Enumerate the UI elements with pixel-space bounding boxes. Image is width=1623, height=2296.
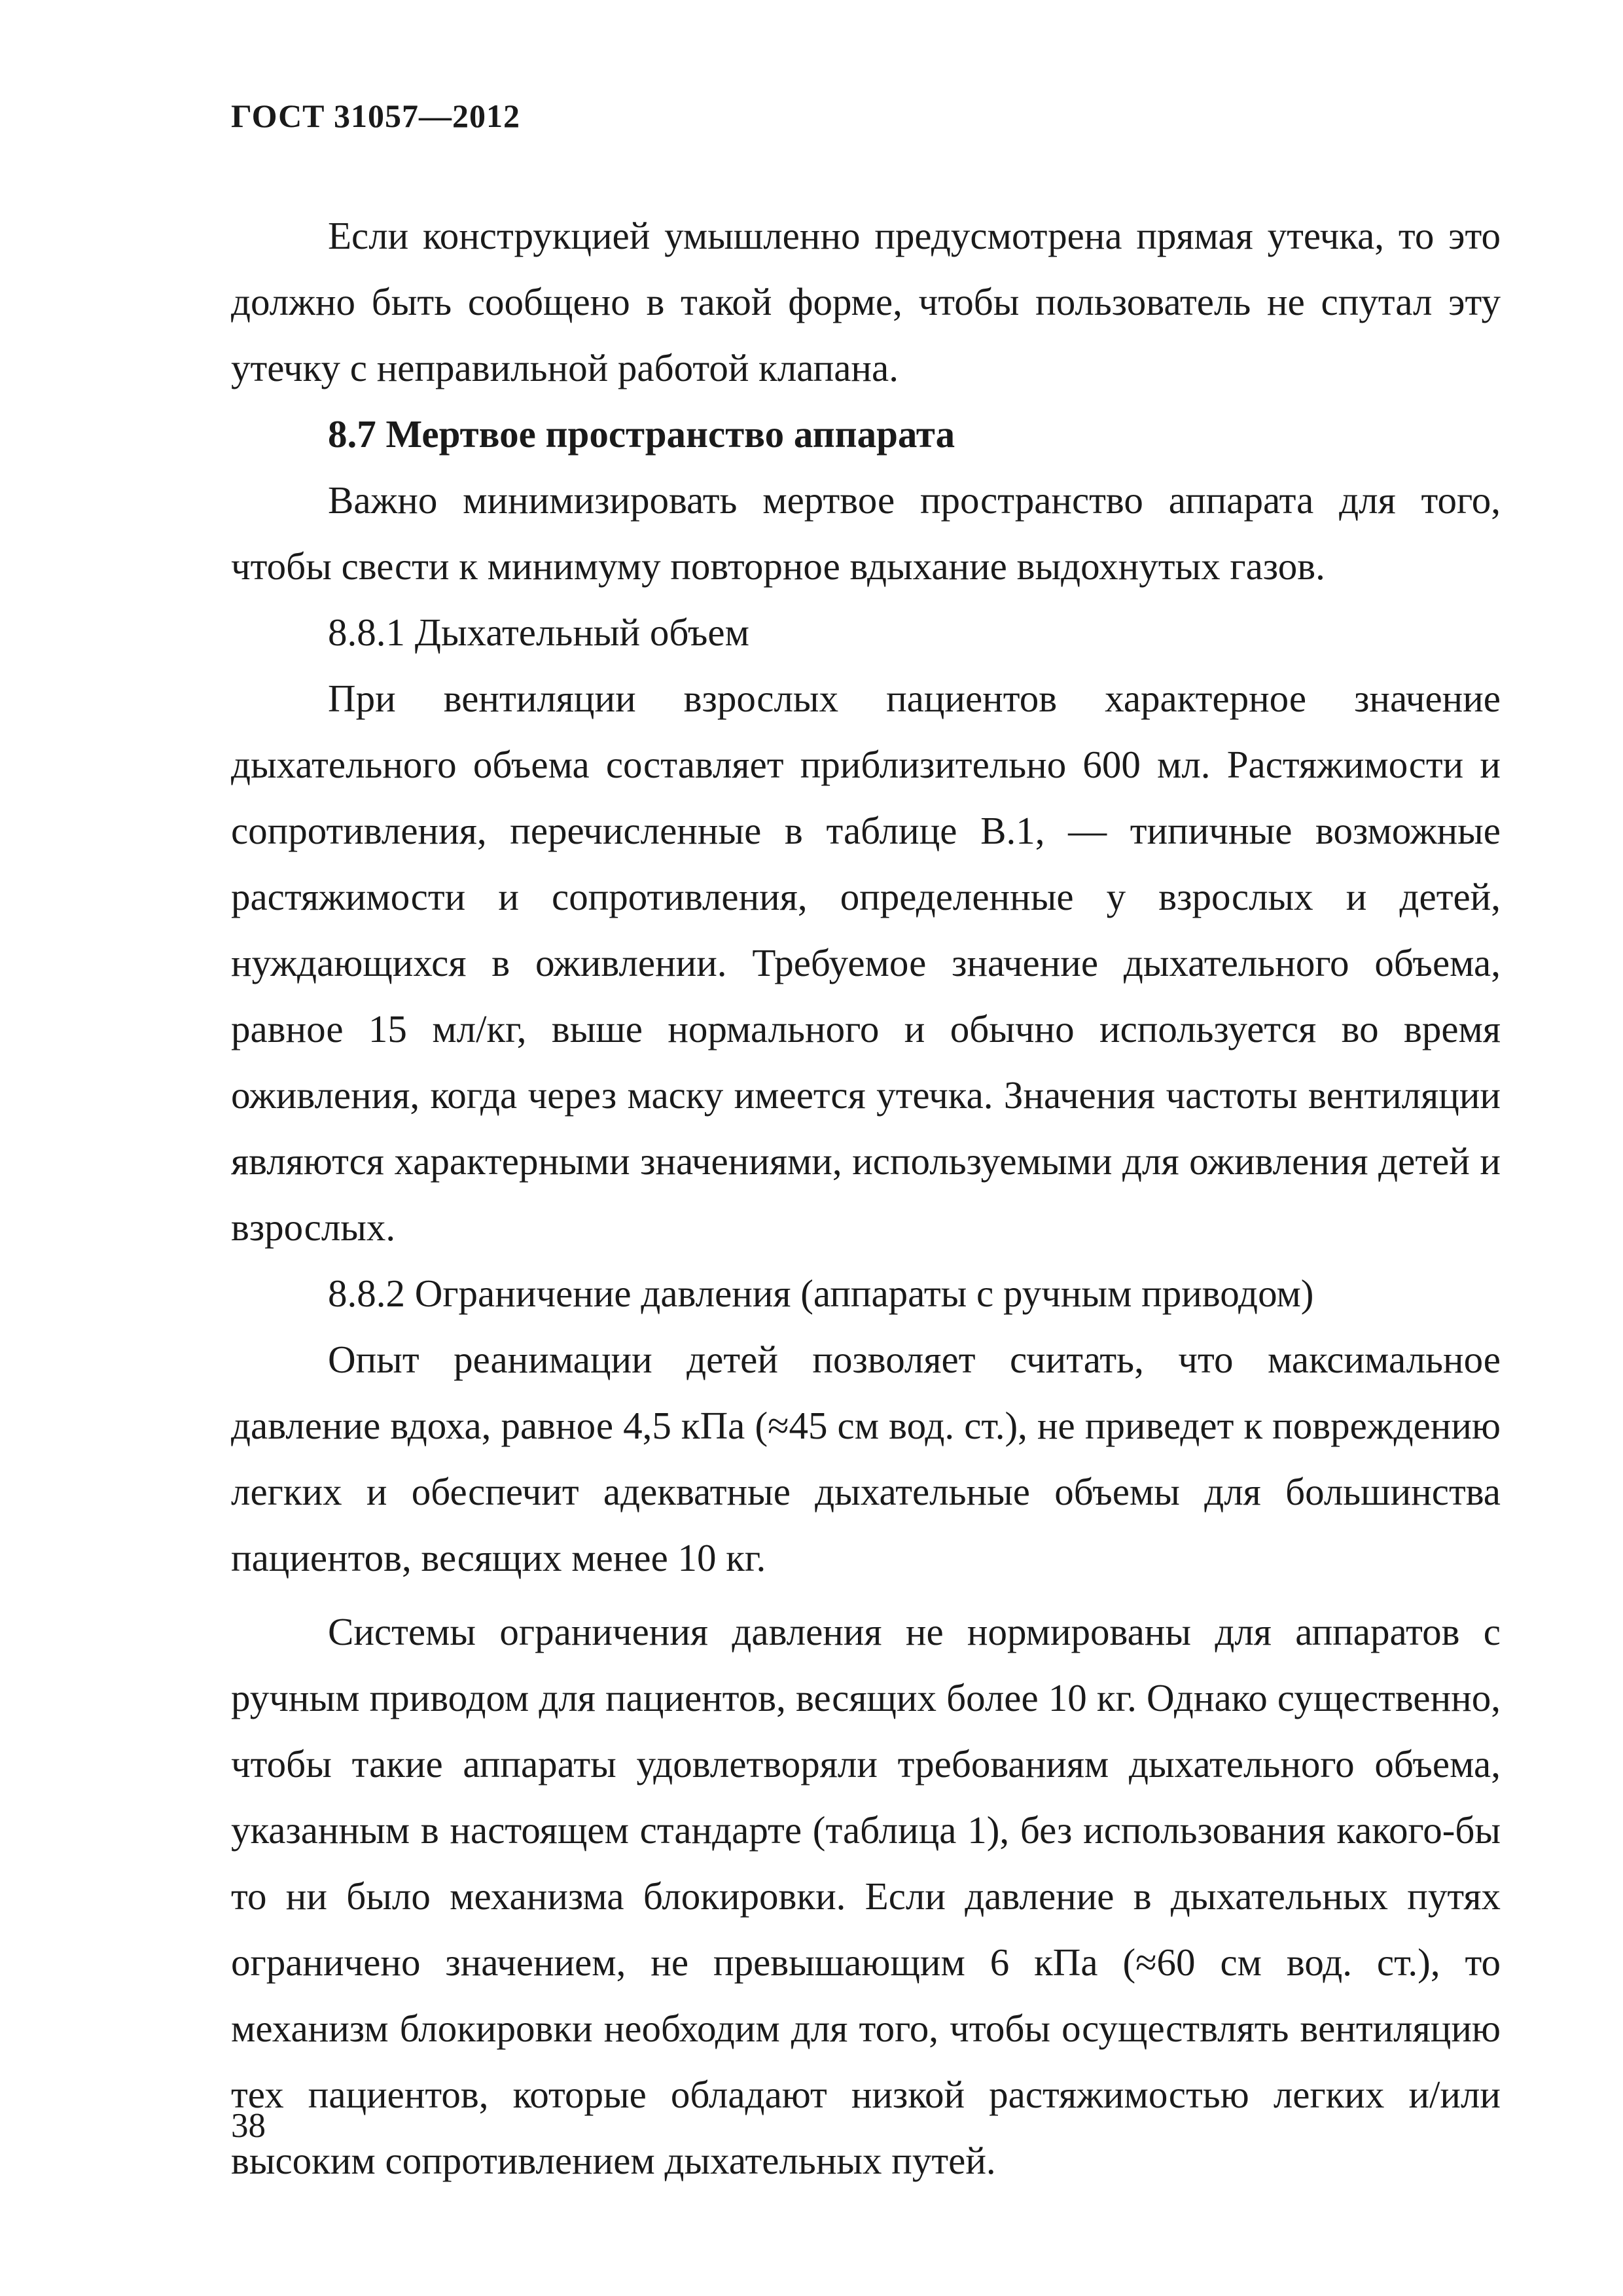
standard-header: ГОСТ 31057—2012: [231, 98, 521, 134]
subsection-heading-8-8-2: 8.8.2 Ограничение давления (аппараты с ручным приводом): [328, 1272, 1314, 1315]
paragraph-tidal-volume: При вентиляции взрослых пациентов характерное значение дыхательного объема составляет приблизительно 600 мл. Растяжимости и сопротивления, перечисленные в таблице В.1, — типичные возможные растяжимости и сопротивления, определенные у взрослых и детей, нуждающихся в оживлении. Требуемое значение дыхательного объема, равное 15 мл/кг, выше нормального и обычно используется во время оживления, когда через маску имеется утечка. Значения частоты вентиляции являются характерными значениями, используемыми для оживления детей и взрослых.: [231, 677, 1501, 1249]
paragraph-pressure-limiting: Системы ограничения давления не нормированы для аппаратов с ручным приводом для пациентов, весящих более 10 кг. Однако существенно, чтобы такие аппараты удовлетворяли требованиям дыхательного объема, указанным в настоящем стандарте (таблица 1), без использования какого-бы то ни было механизма блокировки. Если давление в дыхательных путях ограничено значением, не превышающим 6 кПа (≈60 см вод. ст.), то механизм блокировки необходим для того, чтобы осуществлять вентиляцию тех пациентов, которые обладают низкой растяжимостью легких и/или высоким сопротивлением дыхательных путей.: [231, 1610, 1501, 2182]
paragraph-leak-notice: Если конструкцией умышленно предусмотрена прямая утечка, то это должно быть сообщено в такой форме, чтобы пользователь не спутал эту утечку с неправильной работой клапана.: [231, 214, 1501, 389]
section-heading-8-7: 8.7 Мертвое пространство аппарата: [328, 412, 955, 456]
document-body: [231, 203, 1501, 2194]
paragraph-pressure-children: Опыт реанимации детей позволяет считать, что максимальное давление вдоха, равное 4,5 кПа (≈45 см вод. ст.), не приведет к повреждению легких и обеспечит адекватные дыхательные объемы для большинства пациентов, весящих менее 10 кг.: [231, 1338, 1501, 1579]
subsection-heading-8-8-1: 8.8.1 Дыхательный объем: [328, 611, 749, 654]
paragraph-dead-space: Важно минимизировать мертвое пространство аппарата для того, чтобы свести к минимуму повторное вдыхание выдохнутых газов.: [231, 478, 1501, 588]
page-number: 38: [231, 2107, 266, 2145]
